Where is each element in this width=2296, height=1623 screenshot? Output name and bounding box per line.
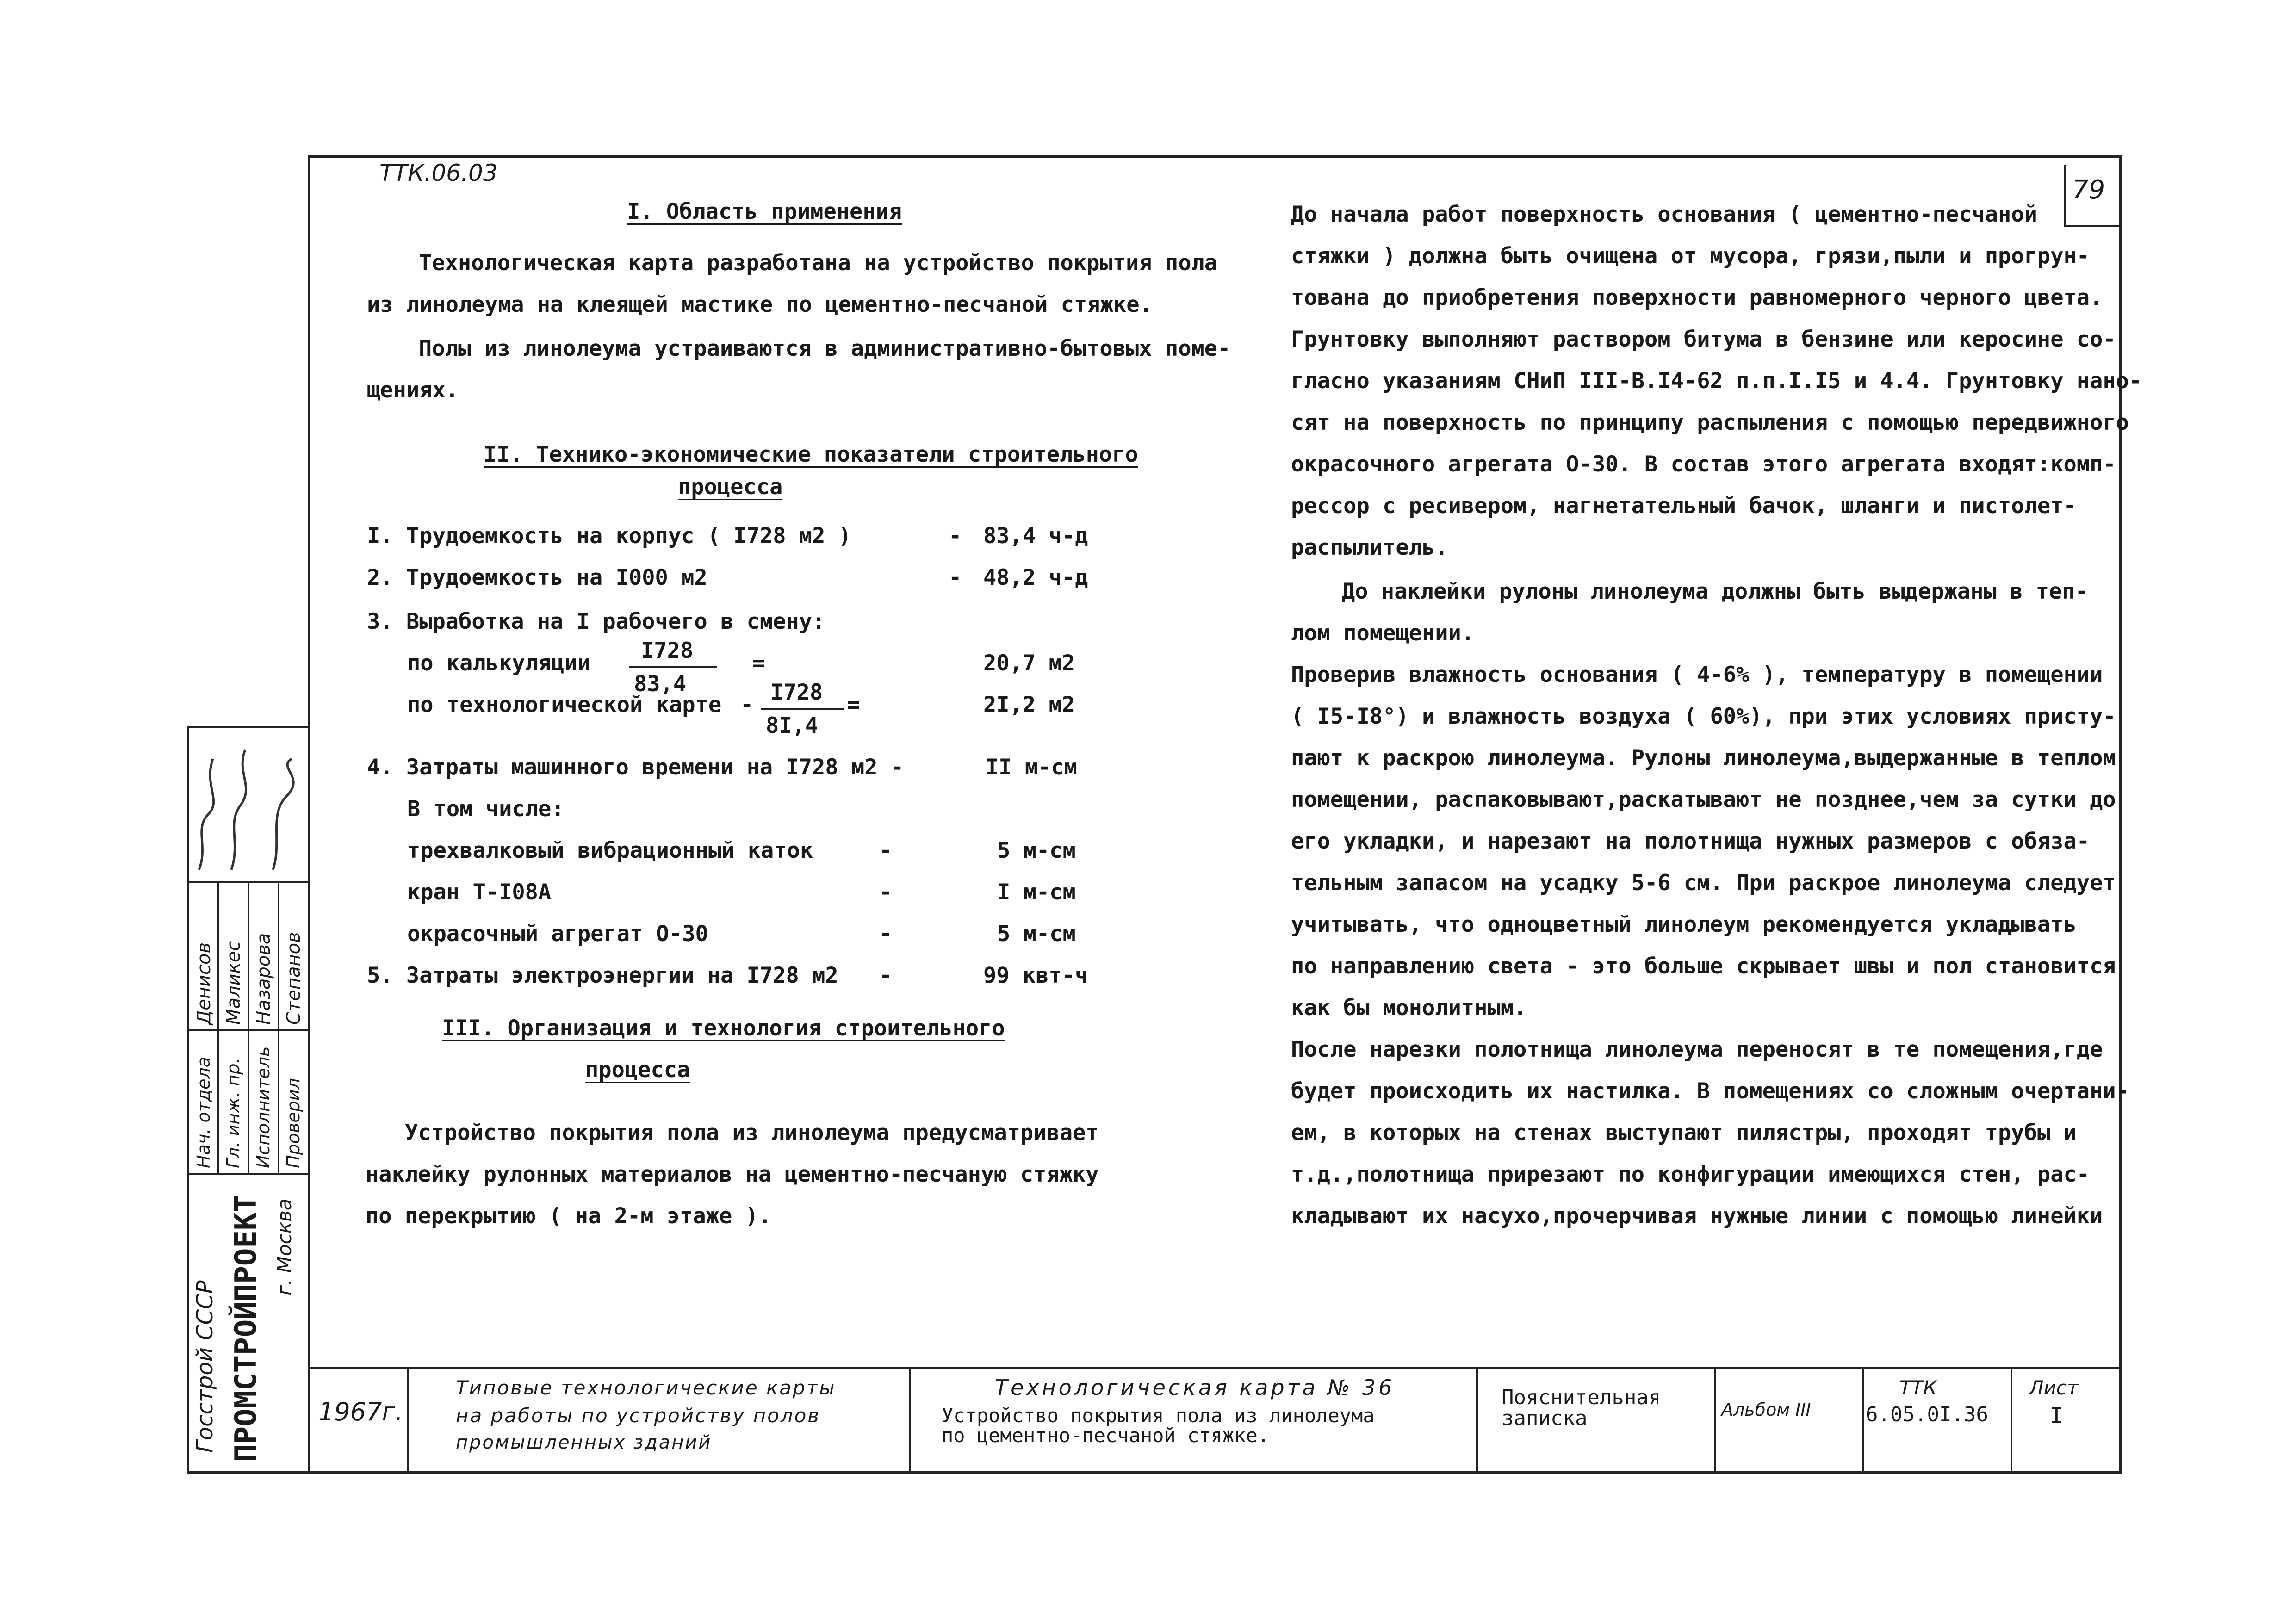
s3-line1: Устройство покрытия пола из линолеума предусматривает (405, 1120, 1099, 1146)
stamp-roles-divider (187, 1173, 310, 1175)
rc-line-2: тована до приобретения поверхности равномерного черного цвета. (1291, 285, 2103, 310)
item2-value: 48,2 ч-д (983, 565, 1088, 590)
rc-line-19: как бы монолитным. (1291, 995, 1527, 1021)
tb-note-1: Пояснительная (1502, 1386, 1661, 1409)
frame-top (308, 155, 2122, 158)
s3-line2: наклейку рулонных материалов на цементно-песчаную стяжку (366, 1162, 1099, 1187)
item1-value: 83,4 ч-д (983, 523, 1088, 549)
tb-div-2 (909, 1367, 911, 1473)
energy-dash: - (879, 963, 893, 988)
sub3-label: окрасочный агрегат О-30 (407, 921, 708, 947)
energy-value: 99 квт-ч (983, 963, 1088, 988)
stamp-role-2: Гл. инж. пр. (223, 1058, 243, 1168)
tb-year: 1967г. (318, 1397, 403, 1426)
rc-line-6: окрасочного агрегата О-30. В состав этого агрегата входят:комп- (1291, 452, 2116, 477)
rc-line-20: После нарезки полотнища линолеума переносят в те помещения,где (1291, 1037, 2103, 1062)
tb-series-1: Типовые технологические карты (456, 1376, 836, 1399)
tb-sheet-label: Лист (2029, 1376, 2079, 1399)
calc2-eq: = (847, 692, 860, 718)
tb-div-5 (1862, 1367, 1864, 1473)
stamp-outer-left (187, 726, 189, 1474)
page-number: 79 (2072, 175, 2105, 205)
tb-card-title: Технологическая карта № 36 (995, 1375, 1395, 1400)
stamp-name-1: Денисов (193, 942, 215, 1025)
stamp-org-3: г. Москва (273, 1198, 296, 1295)
signature-2 (231, 750, 246, 870)
calc2-denominator: 8I,4 (766, 713, 819, 738)
rc-line-21: будет происходить их настилка. В помещениях со сложным очертани- (1291, 1078, 2129, 1104)
tb-code-label: ТТК (1899, 1376, 1937, 1399)
sub2-label: кран Т-I08А (407, 880, 552, 905)
energy-label: 5. Затраты электроэнергии на I728 м2 (367, 963, 838, 988)
rc-line-4: гласно указаниям СНиП III-В.I4-62 п.п.I.I5 и 4.4. Грунтовку нано- (1291, 368, 2142, 394)
frame-left (308, 155, 310, 1474)
tb-div-3 (1476, 1367, 1478, 1473)
rc-line-5: сят на поверхность по принципу распыления с помощью передвижного (1291, 410, 2129, 435)
rc-line-11: Проверив влажность основания ( 4-6% ), температуру в помещении (1291, 662, 2103, 688)
tb-sheet: I (2050, 1403, 2063, 1429)
rc-line-12: ( I5-I8°) и влажность воздуха ( 60%), при этих условиях присту- (1291, 704, 2116, 729)
stamp-name-2: Маликес (223, 941, 244, 1025)
tb-series-2: на работы по устройству полов (456, 1404, 821, 1427)
calc2-label: по технологической карте (407, 692, 722, 718)
section1-title-text: I. Область применения (627, 199, 902, 224)
rc-line-3: Грунтовку выполняют раствором битума в бензине или керосине со- (1291, 327, 2116, 352)
signature-3 (273, 759, 293, 870)
rc-line-8: распылитель. (1291, 535, 1448, 560)
rc-line-10: лом помещении. (1291, 620, 1475, 646)
s1-line4: щениях. (367, 378, 459, 403)
rc-line-18: по направлению света - это больше скрывает швы и пол становится (1291, 954, 2116, 979)
calc1-eq: = (752, 650, 765, 676)
rc-line-22: ем, в которых на стенах выступают пилястры, проходят трубы и (1291, 1120, 2077, 1146)
stamp-org-1: Госстрой СССР (192, 1280, 218, 1453)
rc-line-16: тельным запасом на усадку 5-6 см. При раскрое линолеума следует (1291, 870, 2116, 896)
item3-label: 3. Выработка на I рабочего в смену: (367, 609, 825, 634)
calc2-fraction-bar (761, 708, 844, 710)
s3-line3: по перекрытию ( на 2-м этаже ). (366, 1203, 772, 1229)
s1-line2: из линолеума на клеящей мастике по цементно-песчаной стяжке. (367, 292, 1153, 317)
stamp-role-1: Нач. отдела (193, 1056, 214, 1168)
sub2-value: I м-см (997, 880, 1076, 905)
frame-right (2119, 155, 2122, 1474)
s1-line3: Полы из линолеума устраиваются в административно-бытовых поме- (419, 336, 1231, 361)
tb-series-3: промышленных зданий (456, 1432, 712, 1453)
rc-line-14: помещении, распаковывают,раскатывают не позднее,чем за сутки до (1291, 787, 2116, 812)
section2-title-1: II. Технико-экономические показатели строительного (484, 442, 1138, 467)
s1-line1: Технологическая карта разработана на устройство покрытия пола (419, 250, 1218, 276)
tb-note-2: записка (1502, 1406, 1588, 1430)
calc2-value: 2I,2 м2 (983, 692, 1075, 718)
doc-code: ТТК.06.03 (379, 160, 498, 186)
sub3-dash: - (879, 921, 893, 947)
rc-line-24: кладывают их насухо,прочерчивая нужные линии с помощью линейки (1291, 1203, 2103, 1229)
item1-dash: - (949, 523, 962, 549)
stamp-col-3 (278, 881, 279, 1173)
stamp-name-3: Назарова (253, 933, 274, 1025)
calc2-minus: - (740, 692, 754, 718)
tb-card-desc-2: по цементно-песчаной стяжке. (942, 1424, 1270, 1447)
frame-bottom (187, 1471, 2122, 1474)
tb-div-6 (2011, 1367, 2012, 1473)
stamp-col-2 (248, 881, 249, 1173)
stamp-role-4: Проверил (283, 1078, 304, 1168)
rc-line-17: учитывать, что одноцветный линолеум рекомендуется укладывать (1291, 912, 2077, 937)
item2-dash: - (949, 565, 962, 590)
incl-label: В том числе: (407, 796, 565, 822)
calc1-value: 20,7 м2 (983, 650, 1075, 676)
tb-div-4 (1714, 1367, 1716, 1473)
rc-line-13: пают к раскрою линолеума. Рулоны линолеума,выдержанные в теплом (1291, 745, 2116, 771)
calc1-label: по калькуляции (407, 650, 591, 676)
tb-album: Альбом III (1721, 1400, 1811, 1420)
stamp-role-3: Исполнитель (253, 1046, 273, 1168)
stamp-name-4: Степанов (283, 932, 304, 1025)
tb-card-desc-1: Устройство покрытия пола из линолеума (942, 1404, 1375, 1427)
calc1-numerator: I728 (641, 638, 694, 663)
sub1-dash: - (879, 838, 893, 863)
stamp-org-2: ПРОМСТРОЙПРОЕКТ (229, 1195, 263, 1462)
item1-label: I. Трудоемкость на корпус ( I728 м2 ) (367, 523, 851, 549)
calc1-fraction-bar (629, 666, 717, 668)
sub1-value: 5 м-см (997, 838, 1076, 863)
section3-title-1: III. Организация и технология строительного (442, 1016, 1005, 1041)
stamp-col-1 (217, 881, 219, 1173)
section2-title-2: процесса (678, 474, 783, 500)
sub1-label: трехвалковый вибрационный каток (407, 838, 813, 863)
calc1-denominator: 83,4 (634, 671, 687, 697)
signature-1 (199, 759, 214, 870)
rc-line-15: его укладки, и нарезают на полотнища нужных размеров с обяза- (1291, 829, 2090, 854)
rc-line-1: стяжки ) должна быть очищена от мусора, грязи,пыли и прогрун- (1291, 243, 2090, 269)
section1-title (627, 199, 902, 224)
section3-title-2: процесса (585, 1057, 690, 1083)
machine-value: II м-см (986, 755, 1078, 780)
tb-code: 6.05.0I.36 (1866, 1403, 1988, 1426)
signatures (190, 731, 308, 879)
rc-line-23: т.д.,полотнища прирезают по конфигурации имеющихся стен, рас- (1291, 1162, 2090, 1187)
machine-label: 4. Затраты машинного времени на I728 м2 - (367, 755, 904, 780)
rc-line-0: До начала работ поверхность основания ( цементно-песчаной (1291, 202, 2037, 227)
stamp-outer-top (187, 726, 310, 728)
rc-line-7: рессор с ресивером, нагнетательный бачок, шланги и пистолет- (1291, 493, 2077, 519)
tb-div-1 (407, 1367, 409, 1473)
rc-line-9: До наклейки рулоны линолеума должны быть выдержаны в теп- (1342, 579, 2088, 604)
item2-label: 2. Трудоемкость на I000 м2 (367, 565, 707, 590)
sub2-dash: - (879, 880, 893, 905)
tb-top (308, 1367, 2122, 1369)
calc2-numerator: I728 (770, 680, 823, 705)
sub3-value: 5 м-см (997, 921, 1076, 947)
